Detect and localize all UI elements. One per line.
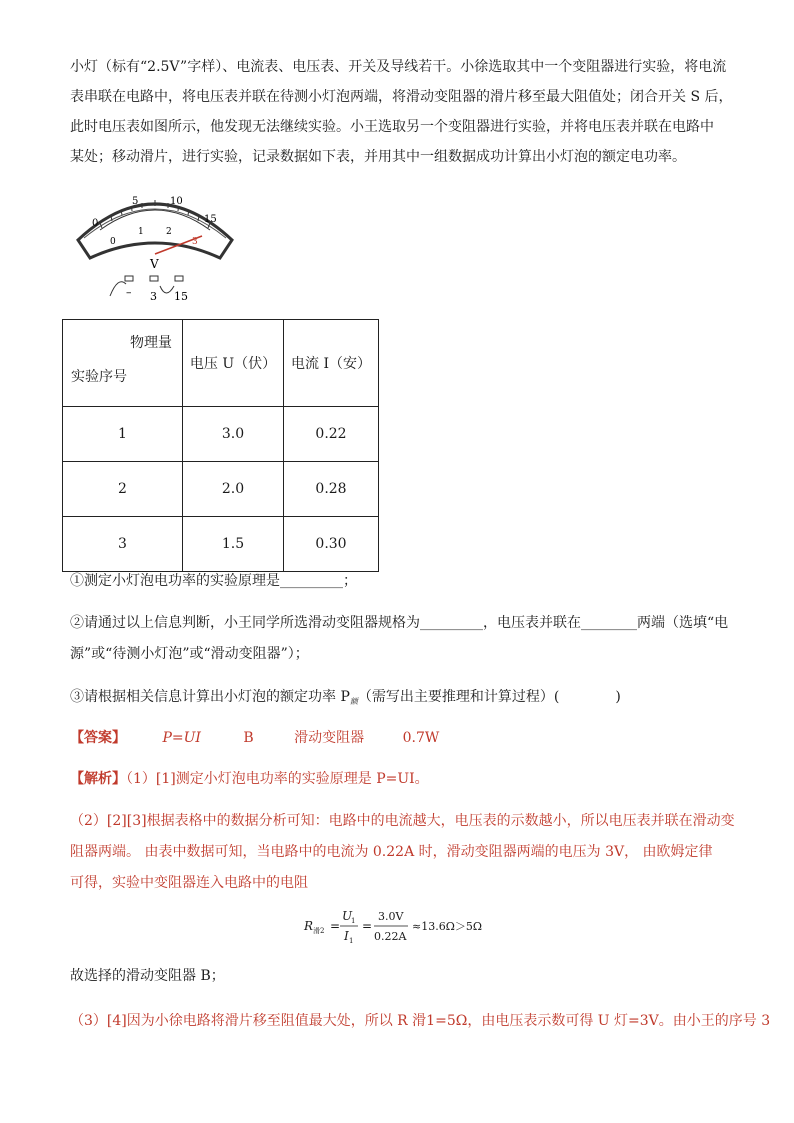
answer-item-4: 0.7W	[402, 730, 440, 746]
answer-label: 【答案】	[70, 730, 126, 746]
answer-item-1: P=UI	[162, 730, 201, 746]
inner-label-3: 3	[192, 237, 198, 247]
answer-line	[70, 727, 439, 747]
question-1: ①测定小灯泡电功率的实验原理是_________；	[70, 573, 357, 589]
meter-case	[78, 204, 232, 258]
outer-label-10: 10	[170, 196, 183, 207]
formula-den1-sub: 1	[349, 937, 354, 945]
table-corner-cell	[63, 320, 183, 407]
header-quantity: 物理量	[130, 335, 172, 351]
terminal-minus: –	[126, 286, 132, 299]
header-voltage: 电压 U（伏）	[183, 320, 284, 407]
analysis-p3: 故选择的滑动变阻器 B；	[70, 968, 225, 984]
data-table	[62, 319, 379, 572]
formula-lhs-sub: 滑2	[313, 927, 325, 935]
outer-label-15: 15	[204, 214, 217, 225]
analysis-p2-line-1: （2）[2][3]根据表格中的数据分析可知：电路中的电流越大，电压表的示数越小，所以电压表并联在滑动变	[70, 813, 735, 829]
analysis-p1: （1）[1]测定小灯泡电功率的实验原理是 P=UI。	[126, 771, 429, 787]
formula-num2: 3.0V	[378, 910, 404, 923]
intro-line-3: 此时电压表如图所示，他发现无法继续实验。小王选取另一个变阻器进行实验，并将电压表并联在电路中	[70, 119, 714, 135]
analysis-p2-line-3: 可得，实验中变阻器连入电路中的电阻	[70, 875, 308, 891]
intro-line-2: 表串联在电路中，将电压表并联在待测小灯泡两端，将滑动变阻器的滑片移至最大阻值处；闭合开关 S 后，	[70, 89, 733, 105]
question-3-sub: 额	[349, 697, 358, 706]
answer-item-2: B	[243, 730, 254, 746]
row-3-voltage: 1.5	[183, 517, 284, 572]
analysis-label: 【解析】	[70, 771, 126, 787]
svg-text:=: =	[362, 919, 373, 933]
question-2-line-1: ②请通过以上信息判断，小王同学所选滑动变阻器规格为_________，电压表并联在________两端（选填“电	[70, 615, 729, 631]
row-1-no: 1	[63, 407, 183, 462]
terminal-15: 15	[174, 290, 188, 303]
resistance-formula	[300, 906, 500, 946]
header-trial: 实验序号	[71, 369, 127, 385]
voltmeter-figure	[70, 188, 240, 308]
question-3	[70, 686, 621, 707]
svg-text:=: =	[330, 919, 341, 933]
intro-line-1: 小灯（标有“2.5V”字样）、电流表、电压表、开关及导线若干。小徐选取其中一个变阻器进行实验，将电流	[70, 59, 727, 75]
formula-num1: U	[342, 909, 353, 923]
row-2-current: 0.28	[284, 462, 379, 517]
row-2-voltage: 2.0	[183, 462, 284, 517]
analysis-line-1	[70, 768, 429, 788]
row-1-voltage: 3.0	[183, 407, 284, 462]
terminal-3: 3	[150, 290, 157, 303]
formula-tail: ≈13.6Ω＞5Ω	[412, 920, 482, 933]
header-current: 电流 I（安）	[284, 320, 379, 407]
row-3-current: 0.30	[284, 517, 379, 572]
meter-unit: V	[150, 257, 159, 271]
intro-line-4: 某处；移动滑片，进行实验，记录数据如下表，并用其中一组数据成功计算出小灯泡的额定电功率。	[70, 149, 686, 165]
analysis-p2-line-2: 阻器两端。 由表中数据可知，当电路中的电流为 0.22A 时，滑动变阻器两端的电压为 3V， 由欧姆定律	[70, 844, 713, 860]
question-3-prefix: ③请根据相关信息计算出小灯泡的额定功率 P	[70, 689, 350, 705]
formula-den2: 0.22A	[374, 930, 407, 943]
outer-label-5: 5	[132, 196, 139, 207]
question-3-suffix: （需写出主要推理和计算过程）( )	[357, 689, 621, 705]
row-1-current: 0.22	[284, 407, 379, 462]
formula-num1-sub: 1	[351, 917, 356, 925]
row-3-no: 3	[63, 517, 183, 572]
analysis-p4: （3）[4]因为小徐电路将滑片移至阻值最大处，所以 R 滑1=5Ω，由电压表示数可得 U 灯=3V。由小王的序号 3	[70, 1013, 771, 1029]
inner-label-0: 0	[110, 237, 116, 247]
row-2-no: 2	[63, 462, 183, 517]
formula-lhs: R	[304, 919, 314, 933]
question-2-line-2: 源”或“待测小灯泡”或“滑动变阻器”）；	[70, 646, 309, 662]
inner-label-2: 2	[166, 227, 172, 237]
outer-label-0: 0	[92, 218, 99, 229]
formula-den1: I	[344, 929, 349, 943]
inner-label-1: 1	[138, 227, 144, 237]
answer-item-3: 滑动变阻器	[294, 730, 365, 746]
